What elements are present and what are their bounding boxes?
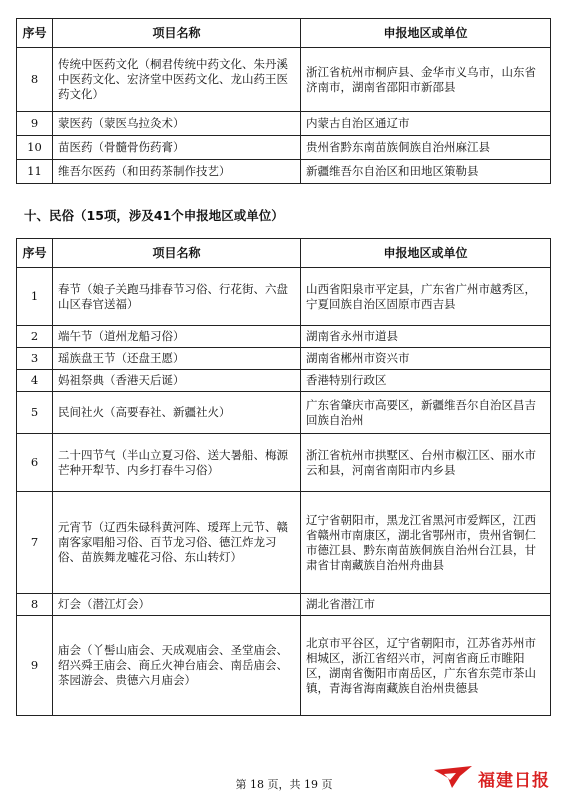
table-row <box>17 48 551 112</box>
row-name: 庙会（丫髻山庙会、天成观庙会、圣堂庙会、绍兴舜王庙会、商丘火神台庙会、南岳庙会、茶园游会、贵德六月庙会） <box>53 616 301 716</box>
table-row <box>17 348 551 370</box>
header-name: 项目名称 <box>53 239 301 268</box>
logo-swoosh-icon <box>434 764 474 790</box>
logo-text: 福建日报 <box>478 771 550 791</box>
header-region: 申报地区或单位 <box>301 239 551 268</box>
row-no: 7 <box>17 492 53 594</box>
row-no: 8 <box>17 48 53 112</box>
row-no: 3 <box>17 348 53 370</box>
newspaper-logo <box>434 760 554 796</box>
table-row <box>17 370 551 392</box>
table-traditional-medicine <box>16 18 551 184</box>
row-no: 6 <box>17 434 53 492</box>
row-region: 北京市平谷区，辽宁省朝阳市，江苏省苏州市相城区，浙江省绍兴市，河南省商丘市睢阳区，湖南省衡阳市南岳区，广东省东莞市茶山镇，青海省海南藏族自治州贵德县 <box>301 616 551 716</box>
row-no: 2 <box>17 326 53 348</box>
row-no: 4 <box>17 370 53 392</box>
table-header-row <box>17 239 551 268</box>
row-no: 10 <box>17 136 53 160</box>
row-no: 11 <box>17 160 53 184</box>
row-region: 香港特别行政区 <box>301 370 551 392</box>
header-no: 序号 <box>17 19 53 48</box>
table-row <box>17 594 551 616</box>
row-name: 苗医药（骨髓骨伤药膏） <box>53 136 301 160</box>
row-name: 传统中医药文化（桐君传统中药文化、朱丹溪中医药文化、宏济堂中医药文化、龙山药王医药文化） <box>53 48 301 112</box>
row-no: 9 <box>17 112 53 136</box>
row-name: 瑶族盘王节（还盘王愿） <box>53 348 301 370</box>
row-name: 维吾尔医药（和田药茶制作技艺） <box>53 160 301 184</box>
row-name: 民间社火（高要春社、新疆社火） <box>53 392 301 434</box>
header-name: 项目名称 <box>53 19 301 48</box>
table-row <box>17 112 551 136</box>
row-region: 内蒙古自治区通辽市 <box>301 112 551 136</box>
row-region: 湖南省郴州市资兴市 <box>301 348 551 370</box>
row-region: 广东省肇庆市高要区，新疆维吾尔自治区昌吉回族自治州 <box>301 392 551 434</box>
table-row <box>17 492 551 594</box>
row-region: 山西省阳泉市平定县，广东省广州市越秀区，宁夏回族自治区固原市西吉县 <box>301 268 551 326</box>
row-name: 端午节（道州龙船习俗） <box>53 326 301 348</box>
row-name: 妈祖祭典（香港天后诞） <box>53 370 301 392</box>
table-row <box>17 268 551 326</box>
row-region: 浙江省杭州市拱墅区、台州市椒江区、丽水市云和县，河南省南阳市内乡县 <box>301 434 551 492</box>
row-region: 浙江省杭州市桐庐县、金华市义乌市，山东省济南市，湖南省邵阳市新邵县 <box>301 48 551 112</box>
table-row <box>17 160 551 184</box>
row-region: 新疆维吾尔自治区和田地区策勒县 <box>301 160 551 184</box>
header-region: 申报地区或单位 <box>301 19 551 48</box>
row-name: 二十四节气（半山立夏习俗、送大暑船、梅源芒种开犁节、内乡打春牛习俗） <box>53 434 301 492</box>
table-folk-customs <box>16 238 551 716</box>
row-no: 5 <box>17 392 53 434</box>
row-region: 湖南省永州市道县 <box>301 326 551 348</box>
table-row <box>17 434 551 492</box>
row-region: 辽宁省朝阳市，黑龙江省黑河市爱辉区，江西省赣州市南康区，湖北省鄂州市，贵州省铜仁市德江县、黔东南苗族侗族自治州台江县，甘肃省甘南藏族自治州舟曲县 <box>301 492 551 594</box>
row-no: 8 <box>17 594 53 616</box>
row-region: 湖北省潜江市 <box>301 594 551 616</box>
table-row <box>17 392 551 434</box>
row-no: 9 <box>17 616 53 716</box>
header-no: 序号 <box>17 239 53 268</box>
section-title: 十、民俗（15项，涉及41个申报地区或单位） <box>24 208 284 223</box>
page-footer: 第 18 页，共 19 页 <box>235 778 333 791</box>
row-region: 贵州省黔东南苗族侗族自治州麻江县 <box>301 136 551 160</box>
table-row <box>17 326 551 348</box>
table-row <box>17 616 551 716</box>
table-row <box>17 136 551 160</box>
row-no: 1 <box>17 268 53 326</box>
table-header-row <box>17 19 551 48</box>
row-name: 蒙医药（蒙医乌拉灸术） <box>53 112 301 136</box>
row-name: 春节（娘子关跑马排春节习俗、行花街、六盘山区春官送福） <box>53 268 301 326</box>
row-name: 灯会（潜江灯会） <box>53 594 301 616</box>
row-name: 元宵节（辽西朱碌科黄河阵、瑷珲上元节、赣南客家唱船习俗、百节龙习俗、德江炸龙习俗、苗族舞龙嘘花习俗、东山转灯） <box>53 492 301 594</box>
